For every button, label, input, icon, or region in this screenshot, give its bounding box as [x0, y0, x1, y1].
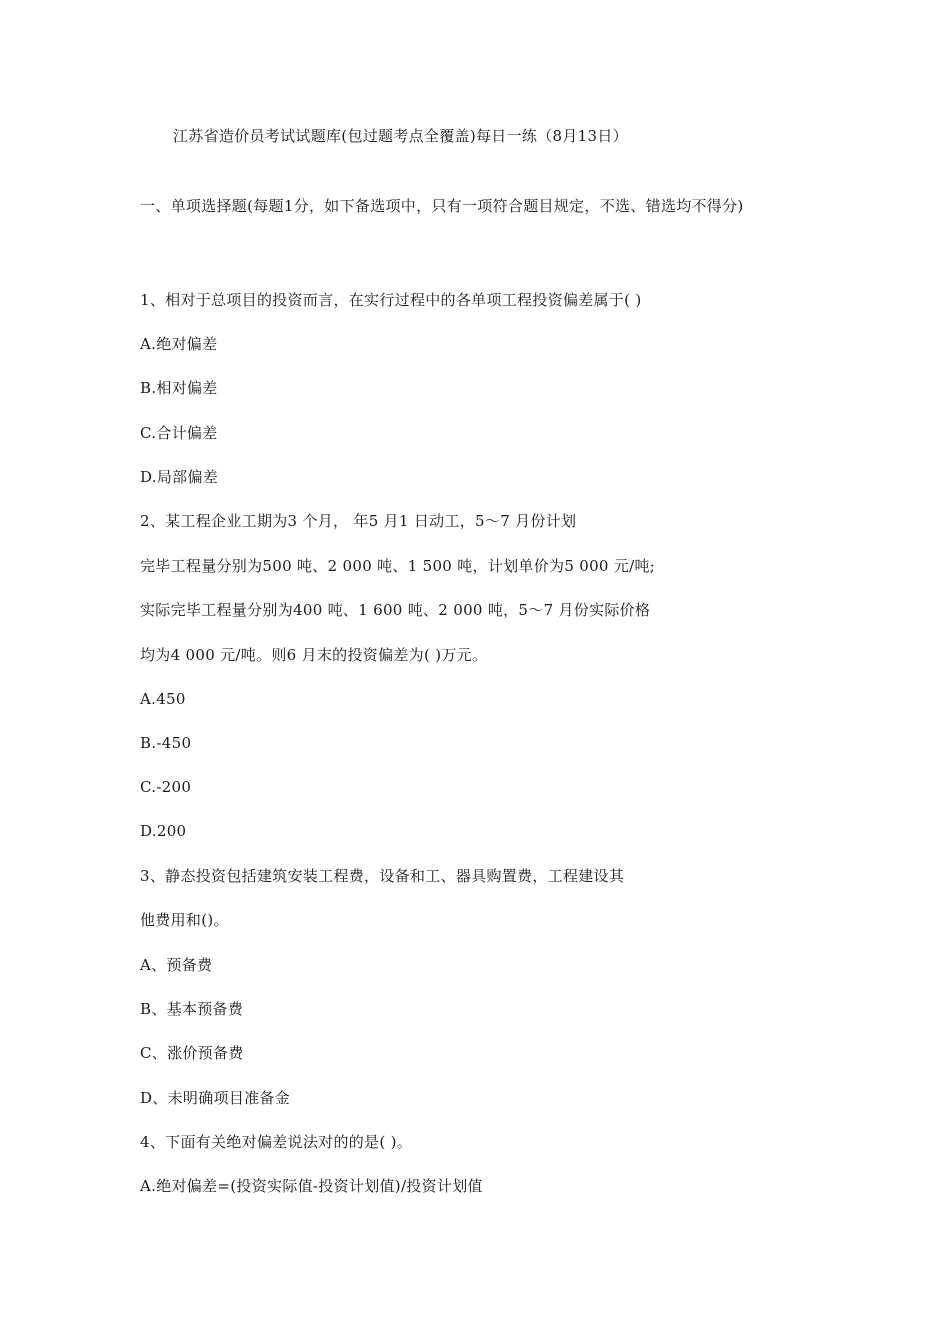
question-2-text-line-2: 完毕工程量分别为500 吨、2 000 吨、1 500 吨，计划单价为5 000 元/吨;: [140, 557, 656, 575]
document-title: 江苏省造价员考试试题库(包过题考点全覆盖)每日一练（8月13日）: [173, 127, 628, 145]
question-2-text-line-1: 2、某工程企业工期为3 个月， 年5 月1 日动工，5～7 月份计划: [140, 512, 577, 530]
question-3-text-line-1: 3、静态投资包括建筑安装工程费，设备和工、器具购置费，工程建设其: [140, 867, 625, 885]
section-heading: 一、单项选择题(每题1分，如下备选项中，只有一项符合题目规定，不选、错选均不得分): [140, 197, 744, 215]
question-3-text-line-2: 他费用和()。: [140, 911, 229, 929]
question-4-option-a: A.绝对偏差=(投资实际值-投资计划值)/投资计划值: [140, 1177, 483, 1195]
question-1-option-d: D.局部偏差: [140, 468, 219, 486]
question-3-option-d: D、未明确项目准备金: [140, 1089, 291, 1107]
question-2-option-b: B.-450: [140, 734, 192, 752]
question-3-option-b: B、基本预备费: [140, 1000, 244, 1018]
question-1-option-c: C.合计偏差: [140, 424, 218, 442]
question-2-option-a: A.450: [140, 690, 186, 708]
question-2-option-d: D.200: [140, 822, 187, 840]
question-4-text: 4、下面有关绝对偏差说法对的的是( )。: [140, 1133, 413, 1151]
question-3-option-a: A、预备费: [140, 956, 213, 974]
question-3-option-c: C、涨价预备费: [140, 1044, 244, 1062]
question-1-option-a: A.绝对偏差: [140, 335, 218, 353]
question-1-option-b: B.相对偏差: [140, 379, 218, 397]
question-2-text-line-3: 实际完毕工程量分别为400 吨、1 600 吨、2 000 吨，5～7 月份实际价格: [140, 601, 651, 619]
question-1-text: 1、相对于总项目的投资而言，在实行过程中的各单项工程投资偏差属于( ): [140, 291, 642, 309]
question-2-option-c: C.-200: [140, 778, 192, 796]
question-2-text-line-4: 均为4 000 元/吨。则6 月末的投资偏差为( )万元。: [140, 646, 488, 664]
